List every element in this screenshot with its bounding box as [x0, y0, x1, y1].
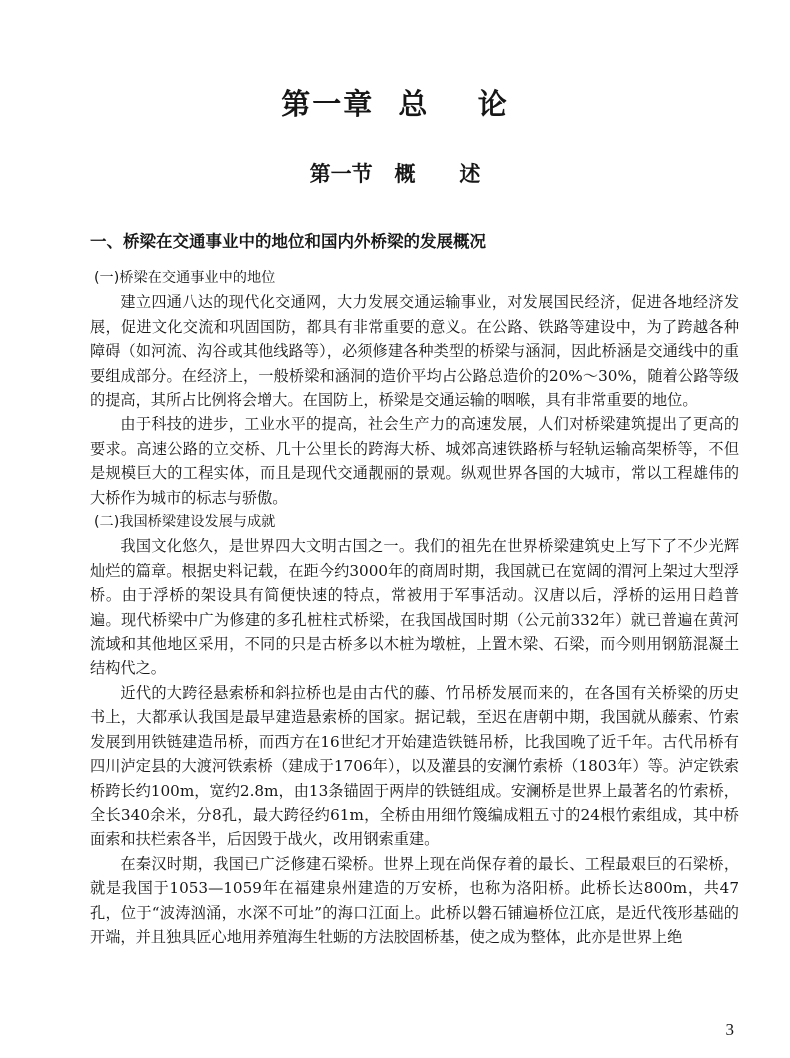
paragraph: 建立四通八达的现代化交通网，大力发展交通运输事业，对发展国民经济，促进各地经济发展，促进文化交流和巩固国防，都具有非常重要的意义。在公路、铁路等建设中，为了跨越各种障碍（如河流、沟谷或其他线路等），必须修建各种类型的桥梁与涵洞，因此桥涵是交通线中的重要组成部分。在经济上，一般桥梁和涵洞的造价平均占公路总造价的20%～30%，随着公路等级的提高，其所占比例将会增大。在国防上，桥梁是交通运输的咽喉，具有非常重要的地位。 — [90, 293, 739, 410]
section-title: 第一节 概 述 — [309, 162, 481, 186]
paragraph: 由于科技的进步，工业水平的提高，社会生产力的高速发展，人们对桥梁建筑提出了更高的要求。高速公路的立交桥、几十公里长的跨海大桥、城郊高速铁路桥与轻轨运输高架桥等，不但是规模巨大的工程实体，而且是现代交通靓丽的景观。纵观世界各国的大城市，常以工程雄伟的大桥作为城市的标志与骄傲。 — [90, 415, 739, 507]
paragraph: 在秦汉时期，我国已广泛修建石梁桥。世界上现在尚保存着的最长、工程最艰巨的石梁桥，就是我国于1053—1059年在福建泉州建造的万安桥，也称为洛阳桥。此桥长达800m，共47孔，位于“波涛汹涌，水深不可址”的海口江面上。此桥以磐石铺遍桥位江底，是近代筏形基础的开端，并且独具匠心地用养殖海生牡蛎的方法胶固桥基，使之成为整体，此亦是世界上绝 — [90, 854, 739, 946]
page-number: 3 — [725, 1020, 734, 1039]
topic-heading: 一、桥梁在交通事业中的地位和国内外桥梁的发展概况 — [90, 232, 486, 251]
body-text — [90, 266, 739, 949]
subsection-2-title: (二)我国桥梁建设发展与成就 — [94, 514, 276, 531]
chapter-title: 第一章 总 论 — [281, 87, 509, 121]
subsection-1-title: (一)桥梁在交通事业中的地位 — [94, 270, 276, 286]
paragraph: 近代的大跨径悬索桥和斜拉桥也是由古代的藤、竹吊桥发展而来的，在各国有关桥梁的历史书上，大都承认我国是最早建造悬索桥的国家。据记载，至迟在唐朝中期，我国就从藤索、竹索发展到用铁链建造吊桥，而西方在16世纪才开始建造铁链吊桥，比我国晚了近千年。古代吊桥有四川泸定县的大渡河铁索桥（建成于1706年），以及灌县的安澜竹索桥（1803年）等。泸定铁索桥跨长约100m，宽约2.8m，由13条锚固于两岸的铁链组成。安澜桥是世界上最著名的竹索桥，全长340余米，分8孔，最大跨径约61m，全桥由用细竹篾编成粗五寸的24根竹索组成，其中桥面索和扶栏索各半，后因毁于战火，改用钢索重建。 — [90, 683, 739, 849]
paragraph: 我国文化悠久，是世界四大文明古国之一。我们的祖先在世界桥梁建筑史上写下了不少光辉灿烂的篇章。根据史料记载，在距今约3000年的商周时期，我国就已在宽阔的渭河上架过大型浮桥。由于浮桥的架设具有简便快速的特点，常被用于军事活动。汉唐以后，浮桥的运用日趋普遍。现代桥梁中广为修建的多孔桩柱式桥梁，在我国战国时期（公元前332年）就已普遍在黄河流域和其他地区采用，不同的只是古桥多以木桩为墩桩，上置木梁、石梁，而今则用钢筋混凝土结构代之。 — [90, 537, 739, 678]
